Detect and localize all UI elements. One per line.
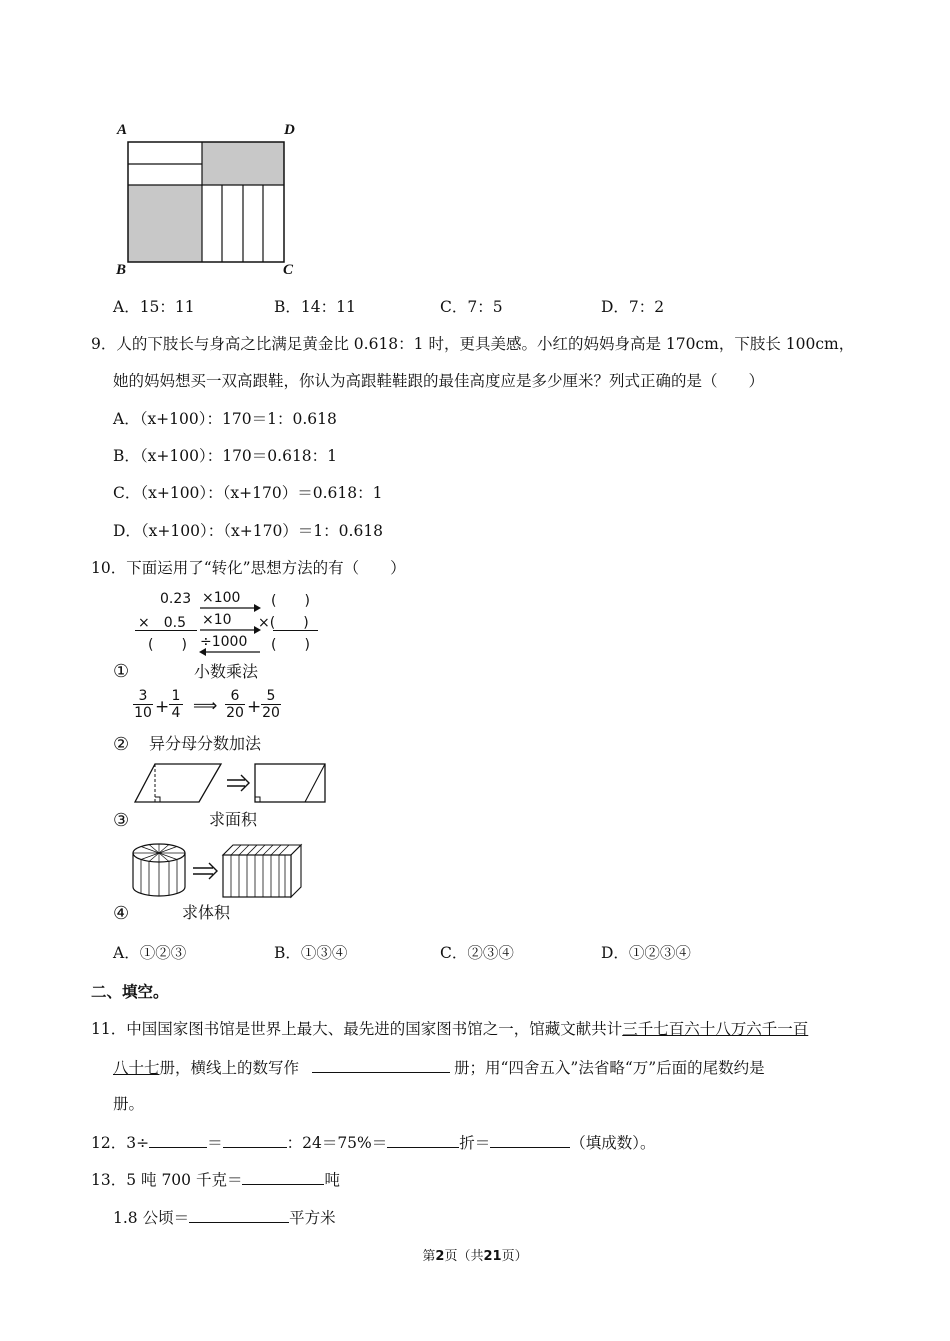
q13-blank-2[interactable]: [189, 1206, 289, 1223]
fig2-f4-num: 5: [266, 688, 276, 704]
transform-arrow-2: [193, 863, 217, 879]
q11-line2: [113, 1056, 765, 1078]
fig2-f2-den: 4: [169, 704, 183, 721]
fig1-decimal-mult: [130, 588, 330, 660]
fig2-f1-den: 10: [134, 705, 152, 721]
fig3-number: ③: [113, 810, 130, 831]
q11-line3: 册。: [113, 1095, 145, 1113]
q13-l1a: 13．5 吨 700 千克＝: [91, 1171, 243, 1189]
label-b: B: [116, 262, 127, 278]
fig2-fraction-add: [133, 688, 293, 728]
q13-l1b: 吨: [324, 1171, 340, 1189]
q10-option-c[interactable]: C．②③④: [440, 944, 514, 962]
rectangle-figure: [126, 140, 286, 264]
fig2-f3-den: 20: [226, 705, 244, 721]
q12-blank-2[interactable]: [223, 1131, 287, 1148]
fig1-arrows: [198, 588, 262, 660]
fig1-mul-line: × 0.5: [138, 615, 186, 631]
page-footer: [0, 1245, 950, 1264]
q12-line: [91, 1131, 656, 1153]
fig2-caption: 异分母分数加法: [149, 734, 262, 753]
label-a: A: [117, 122, 128, 138]
q12-blank-3[interactable]: [387, 1131, 459, 1148]
fig1-caption: 小数乘法: [194, 662, 259, 681]
q10-option-b[interactable]: B．①③④: [274, 944, 348, 962]
fig4-number: ④: [113, 903, 130, 924]
q12-p3: ：24＝75%＝: [286, 1134, 388, 1152]
fig1-rule: [135, 630, 197, 631]
fig1-op3: ÷1000: [200, 634, 248, 650]
q12-p4: 折＝: [459, 1134, 491, 1152]
fig1-r1: ( ): [271, 593, 310, 609]
footer-page-number: 2: [435, 1249, 445, 1264]
fig1-op2: ×10: [202, 612, 232, 628]
q10-option-a[interactable]: A．①②③: [113, 944, 187, 962]
fig4-cylinder-transform: [131, 841, 306, 899]
label-c: C: [283, 262, 294, 278]
fig2-f1-num: 3: [138, 688, 148, 704]
cuboid: [223, 855, 291, 897]
q8-option-d[interactable]: D．7：2: [601, 298, 665, 316]
q13-line2: [113, 1206, 336, 1228]
fig2-arrow: ⟹: [193, 696, 218, 716]
q12-p2: ＝: [207, 1134, 223, 1152]
q9-option-b[interactable]: B．（x+100）：170＝0.618：1: [113, 447, 338, 465]
q11-underlined-1: 三千七百六十八万六千一百: [622, 1020, 809, 1038]
q13-l2b: 平方米: [289, 1209, 336, 1227]
q10-stem: 10．下面运用了“转化”思想方法的有（ ）: [91, 559, 406, 577]
footer-total-pages: 21: [483, 1249, 502, 1264]
q12-p1: 12．3÷: [91, 1134, 150, 1152]
footer-p3: 页）: [501, 1249, 528, 1264]
footer-p1: 第: [422, 1249, 436, 1264]
fig1-result: ( ): [148, 637, 187, 653]
q8-option-b[interactable]: B．14：11: [274, 298, 356, 316]
q11-mid: 册，横线上的数写作: [159, 1059, 300, 1077]
fig1-r3: ( ): [271, 637, 310, 653]
q13-line1: [91, 1168, 340, 1190]
q10-option-d[interactable]: D．①②③④: [601, 944, 691, 962]
q11-line1: [91, 1019, 808, 1039]
q12-blank-4[interactable]: [490, 1131, 570, 1148]
section-title: 二、填空。: [91, 982, 169, 1001]
fig1-r2: ×( ): [258, 615, 309, 631]
q12-blank-1[interactable]: [149, 1131, 207, 1148]
q13-blank-1[interactable]: [242, 1168, 324, 1185]
q11-after-blank: 册；用“四舍五入”法省略“万”后面的尾数约是: [453, 1059, 765, 1077]
fig2-f3-num: 6: [230, 688, 240, 704]
q9-option-d[interactable]: D．（x+100）：（x+170）＝1：0.618: [113, 522, 384, 540]
footer-p2: 页（共: [444, 1249, 484, 1264]
transform-arrow: [227, 775, 249, 791]
fig3-parallelogram-transform: [133, 762, 333, 804]
fig1-top-num: 0.23: [160, 591, 192, 607]
fig3-caption: 求面积: [209, 810, 258, 829]
shaded-top-right: [202, 142, 284, 185]
fig2-plus1: +: [155, 697, 170, 717]
q13-l2a: 1.8 公顷＝: [113, 1209, 190, 1227]
fig2-f4-den: 20: [262, 705, 280, 721]
q11-underlined-2: 八十七: [113, 1059, 160, 1077]
fig4-caption: 求体积: [182, 903, 231, 922]
q11-prefix: 11．中国国家图书馆是世界上最大、最先进的国家图书馆之一，馆藏文献共计: [91, 1020, 623, 1038]
label-d: D: [284, 122, 295, 138]
fig1-number: ①: [113, 661, 130, 682]
q9-stem-line2: 她的妈妈想买一双高跟鞋，你认为高跟鞋鞋跟的最佳高度应是多少厘米？列式正确的是（ ）: [113, 372, 765, 390]
fig1-op1: ×100: [202, 590, 241, 606]
q9-option-a[interactable]: A．（x+100）：170＝1：0.618: [113, 410, 337, 428]
fig2-number: ②: [113, 734, 130, 755]
shaded-bottom-left: [128, 185, 202, 262]
q9-stem-line1: 9．人的下肢长与身高之比满足黄金比 0.618：1 时，更具美感。小红的妈妈身高是 170cm，下肢长 100cm，: [91, 335, 855, 353]
q8-option-a[interactable]: A．15：11: [113, 298, 195, 316]
q11-blank-1[interactable]: [312, 1056, 450, 1073]
q9-option-c[interactable]: C．（x+100）：（x+170）＝0.618：1: [113, 484, 383, 502]
fig2-plus2: +: [247, 697, 262, 717]
q8-option-c[interactable]: C．7：5: [440, 298, 503, 316]
q12-p5: （填成数）。: [570, 1134, 656, 1152]
fig2-f2-num: 1: [171, 688, 181, 704]
parallelogram: [135, 764, 221, 802]
fig1-rule2: [273, 630, 318, 631]
